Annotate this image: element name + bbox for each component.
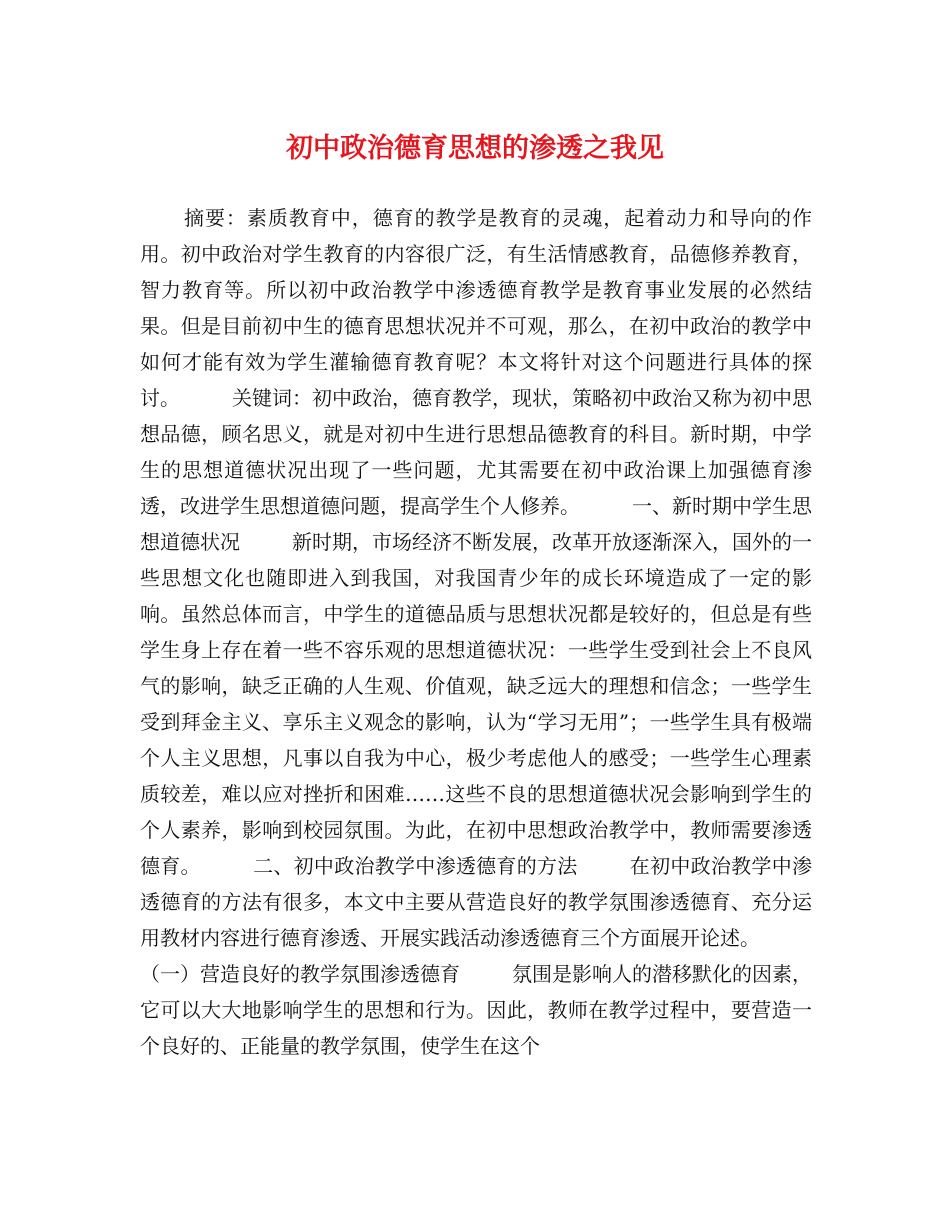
subsection-1-text: 氛围是影响人的潜移默化的因素，它可以大大地影响学生的思想和行为。因此，教师在教学过程中，要营造一个良好的、正能量的教学氛围，使学生在这个 bbox=[140, 962, 812, 1058]
section-2-text: 在初中政治教学中渗透德育的方法有很多，本文中主要从营造良好的教学氛围渗透德育、充分运用教材内容进行德育渗透、开展实践活动渗透德育三个方面展开论述。 bbox=[140, 854, 813, 950]
document-title: 初中政治德育思想的渗透之我见 bbox=[286, 133, 664, 164]
body-paragraph bbox=[140, 200, 812, 1064]
section-1-text: 新时期，市场经济不断发展，改革开放逐渐深入，国外的一些思想文化也随即进入到我国，对我国青少年的成长环境造成了一定的影响。虽然总体而言，中学生的道德品质与思想状况都是较好的，但总是有些学生身上存在着一些不容乐观的思想道德状况：一些学生受到社会上不良风气的影响，缺乏正确的人生观、价值观，缺乏远大的理想和信念；一些学生受到拜金主义、享乐主义观念的影响，认为“学习无用”；一些学生具有极端个人主义思想，凡事以自我为中心，极少考虑他人的感受；一些学生心理素质较差，难以应对挫折和困难……这些不良的思想道德状况会影响到学生的个人素养，影响到校园氛围。为此，在初中思想政治教学中，教师需要渗透德育。 bbox=[140, 530, 812, 878]
subsection-heading-1: （一）营造良好的教学氛围渗透德育 bbox=[140, 962, 460, 986]
section-heading-1: 一、新时期中学生思想道德状况 bbox=[140, 494, 812, 554]
keywords-text: 关键词：初中政治，德育教学，现状，策略初中政治又称为初中思想品德，顾名思义，就是对初中生进行思想品德教育的科目。新时期，中学生的思想道德状况出现了一些问题，尤其需要在初中政治课上加强德育渗透，改进学生思想道德问题，提高学生个人修养。 bbox=[140, 386, 812, 518]
abstract-text: 摘要：素质教育中，德育的教学是教育的灵魂，起着动力和导向的作用。初中政治对学生教育的内容很广泛，有生活情感教育，品德修养教育，智力教育等。所以初中政治教学中渗透德育教学是教育事业发展的必然结果。但是目前初中生的德育思想状况并不可观，那么，在初中政治的教学中如何才能有效为学生灌输德育教育呢？本文将针对这个问题进行具体的探讨。 bbox=[140, 206, 812, 410]
section-heading-2: 二、初中政治教学中渗透德育的方法 bbox=[252, 854, 578, 878]
